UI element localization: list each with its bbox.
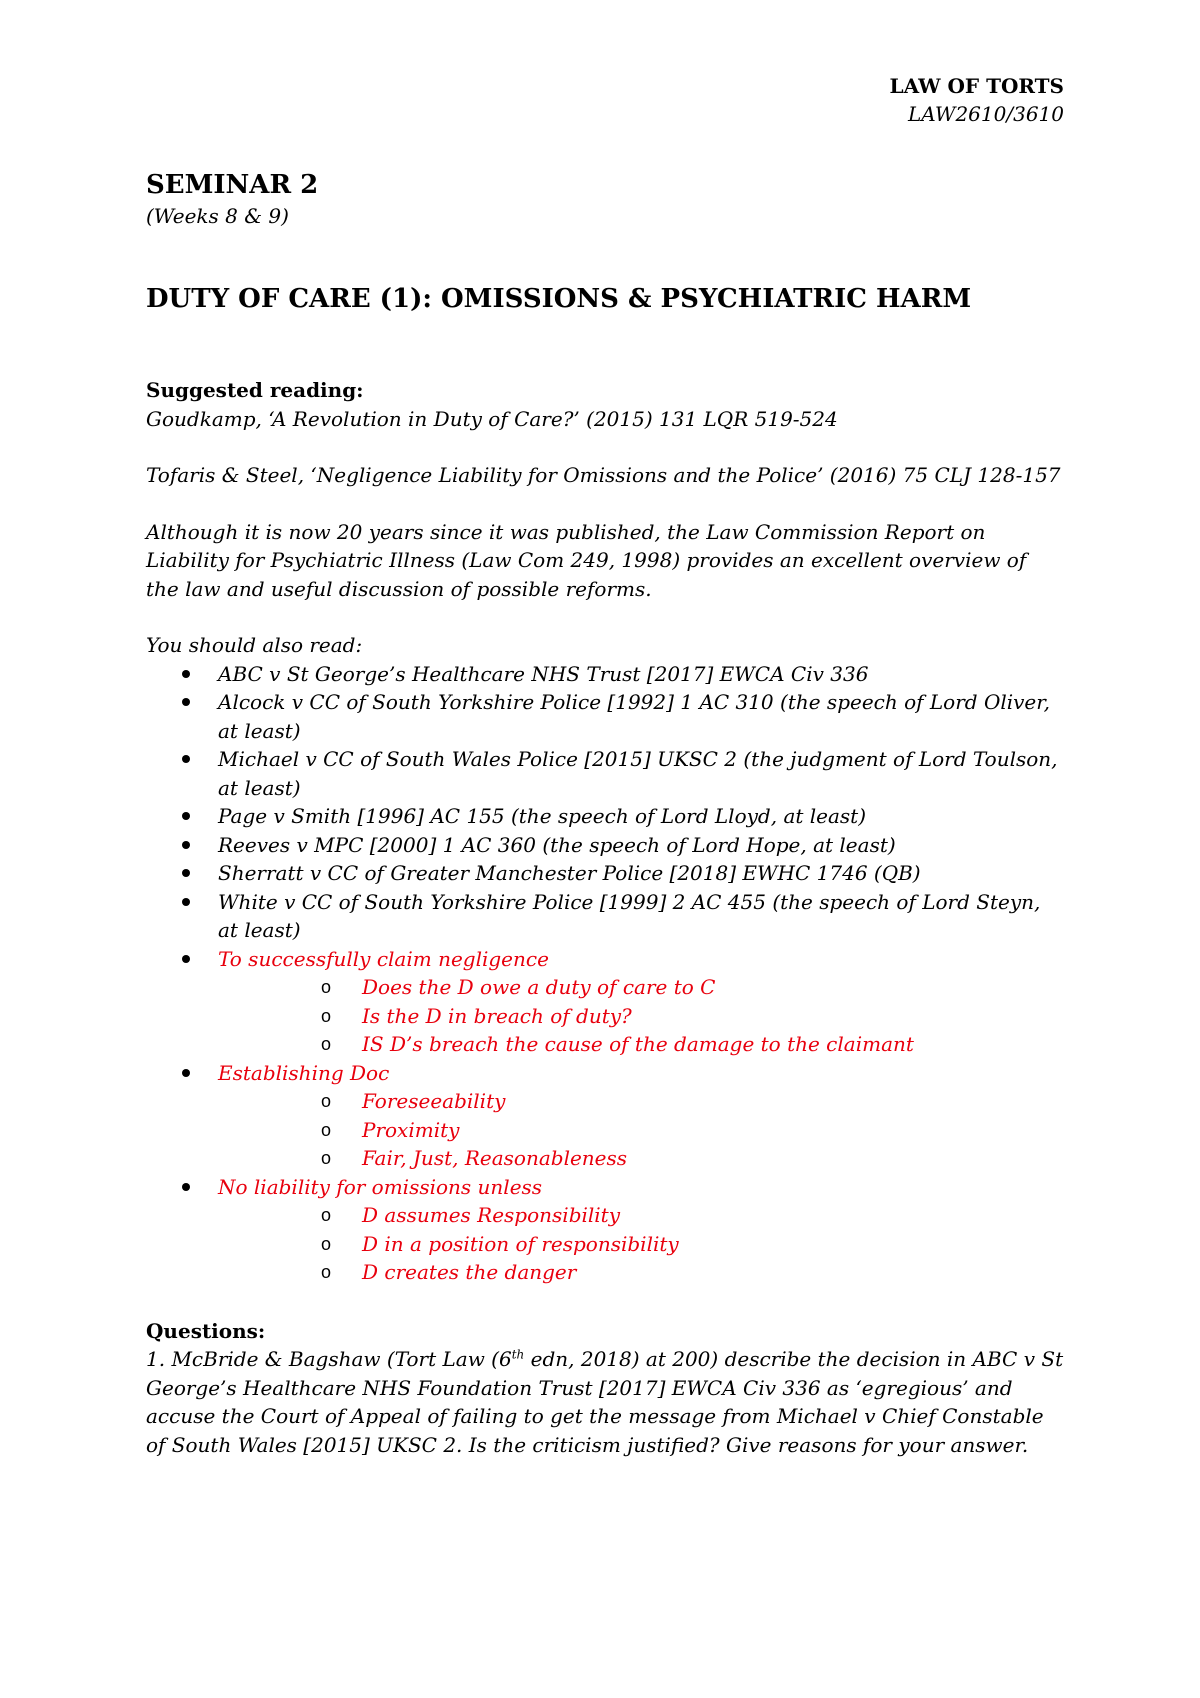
bullet-icon [182,898,190,906]
bullet-icon [182,812,190,820]
case-list-item [146,745,1064,802]
question-1-superscript: th [511,1347,525,1362]
notes-sub-item-text: Foreseeability [362,1089,506,1113]
notes-sub-item-text: D in a position of responsibility [362,1231,679,1256]
notes-group [146,1059,1064,1173]
notes-sub-item [218,1258,1064,1287]
question-1 [146,1345,1064,1459]
notes-sub-item [218,1230,1064,1259]
notes-sub-item [218,1087,1064,1116]
case-text: Sherratt v CC of Greater Manchester Police [2018] EWHC 1746 (QB) [218,861,921,885]
notes-sub-item [218,1116,1064,1145]
bullet-icon [182,755,190,763]
circle-bullet-icon: o [321,1005,332,1026]
case-list-item [146,888,1064,945]
circle-bullet-icon: o [321,1034,332,1054]
main-heading: DUTY OF CARE (1): OMISSIONS & PSYCHIATRIC HARM [146,284,972,314]
circle-bullet-icon: o [321,1205,332,1225]
circle-bullet-icon: o [321,1091,332,1111]
circle-bullet-icon: o [321,1233,332,1254]
bullet-icon [182,670,190,678]
notes-sub-item [218,1201,1064,1230]
notes-sub-item-text: Does the D owe a duty of care to C [362,975,716,999]
notes-group [146,945,1064,1059]
seminar-title: SEMINAR 2 [146,170,319,200]
case-text: ABC v St George’s Healthcare NHS Trust [2017] EWCA Civ 336 [218,661,869,686]
notes-sub-item-text: D creates the danger [362,1260,577,1284]
notes-sub-item-text: Fair, Just, Reasonableness [362,1146,628,1170]
also-read-label: You should also read: [146,633,363,657]
notes-sub-item [218,1002,1064,1031]
bullet-icon [182,841,190,849]
bullet-icon [182,955,190,963]
bullet-icon [182,869,190,877]
notes-sub-item-text: Proximity [362,1117,460,1142]
case-list-item [146,802,1064,831]
bullet-icon [182,698,190,706]
course-code: LAW2610/3610 [907,102,1064,126]
notes-sub-item [218,973,1064,1002]
case-text: White v CC of South Yorkshire Police [1999] 2 AC 455 (the speech of Lord Steyn, at least) [218,889,1041,942]
circle-bullet-icon: o [321,977,332,997]
notes-sub-item-text: IS D’s breach the cause of the damage to the claimant [362,1032,914,1056]
notes-group [146,1173,1064,1287]
notes-sub-list [218,1201,1064,1287]
suggested-reading-label: Suggested reading: [146,378,364,402]
course-title: LAW OF TORTS [889,74,1064,98]
law-commission-note: Although it is now 20 years since it was published, the Law Commission Report on Liability for Psychiatric Illness (Law Com 249, 1998) provides an excellent overview of the law and useful discussion of possible reforms. [146,519,1027,601]
case-text: Reeves v MPC [2000] 1 AC 360 (the speech of Lord Hope, at least) [218,832,896,857]
course-header [146,72,1064,128]
notes-sub-list [218,973,1064,1059]
notes-sub-item-text: Is the D in breach of duty? [362,1003,632,1028]
question-1-start: 1. McBride & Bagshaw (Tort Law (6 [146,1347,512,1371]
case-list-item [146,831,1064,860]
circle-bullet-icon: o [321,1262,332,1282]
bullet-icon [182,1069,190,1077]
case-text: Alcock v CC of South Yorkshire Police [1992] 1 AC 310 (the speech of Lord Oliver, at least) [218,690,1050,743]
circle-bullet-icon: o [321,1148,332,1168]
reading-item-tofaris-steel: Tofaris & Steel, ‘Negligence Liability for Omissions and the Police’ (2016) 75 CLJ 128-157 [146,463,1061,487]
notes-sub-item-text: D assumes Responsibility [362,1203,621,1227]
notes-sub-item [218,1144,1064,1173]
circle-bullet-icon: o [321,1119,332,1140]
case-text: Page v Smith [1996] AC 155 (the speech of Lord Lloyd, at least) [218,804,867,828]
case-list [146,660,1064,945]
reading-item-goudkamp: Goudkamp, ‘A Revolution in Duty of Care?’ (2015) 131 LQR 519-524 [146,406,838,431]
seminar-weeks: (Weeks 8 & 9) [146,204,289,228]
notes-group-label: No liability for omissions unless [218,1174,543,1199]
questions-label: Questions: [146,1318,266,1343]
notes-group-label: Establishing Doc [218,1060,390,1085]
notes-sub-list [218,1087,1064,1173]
case-list-item [146,660,1064,689]
bullet-icon [182,1183,190,1191]
question-1-rest: edn, 2018) at 200) describe the decision in ABC v St George’s Healthcare NHS Foundation Trust [2017] EWCA Civ 336 as ‘egregious’ and accuse the Court of Appeal of failing to get the message from Michael v Chief Constable of South Wales [2015] UKSC 2. Is the criticism justified? Give reasons for your answer. [146,1347,1064,1457]
case-list-item [146,688,1064,745]
case-text: Michael v CC of South Wales Police [2015] UKSC 2 (the judgment of Lord Toulson, at least) [218,747,1058,800]
case-list-item [146,859,1064,888]
notes-sub-item [218,1030,1064,1059]
notes-group-label: To successfully claim negligence [218,946,549,971]
student-notes-list [146,945,1064,1287]
